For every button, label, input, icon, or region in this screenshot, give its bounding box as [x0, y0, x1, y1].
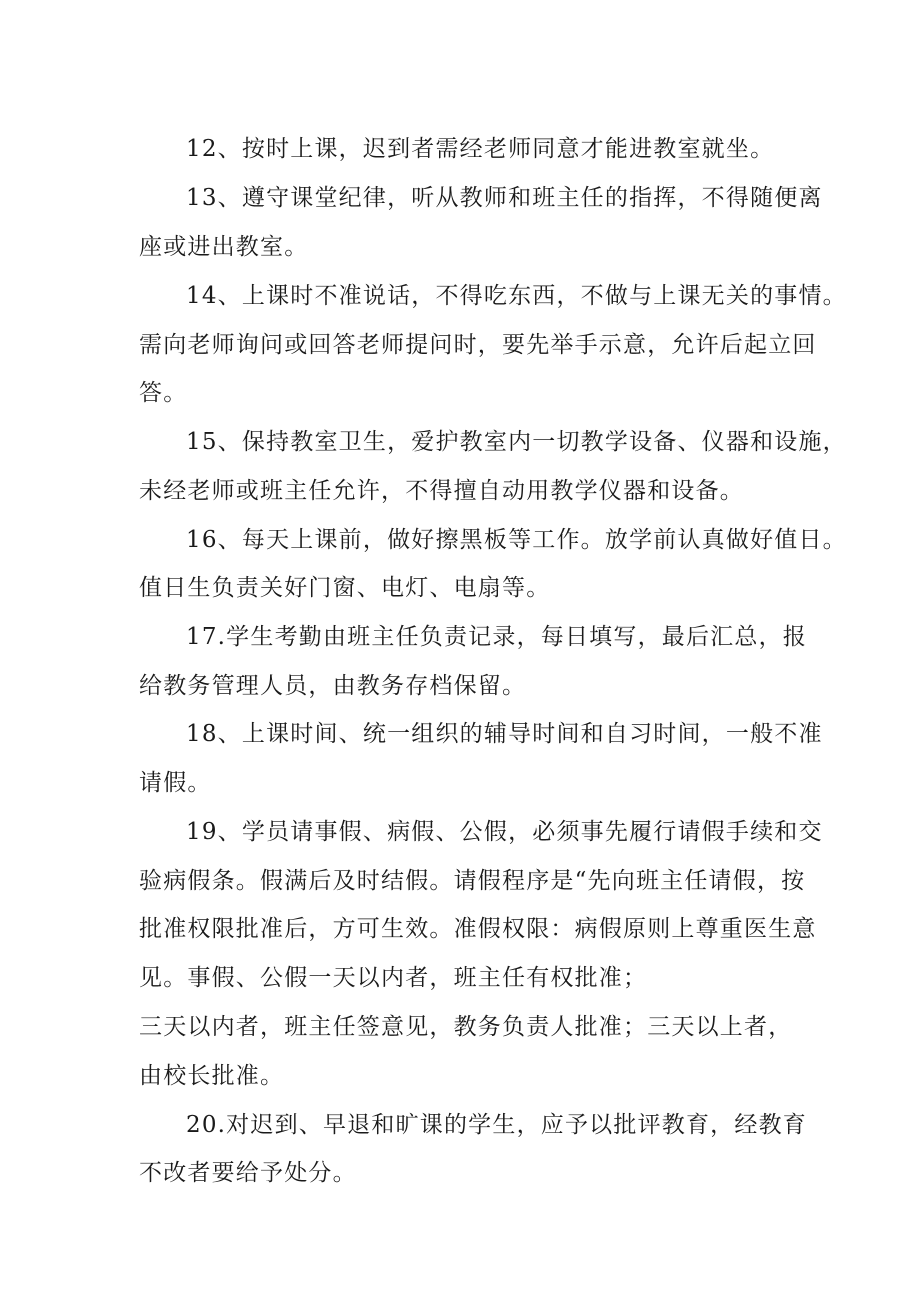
text-line-14: 请假。 [139, 770, 212, 796]
text-line-10: 值日生负责关好门窗、电灯、电扇等。 [139, 575, 551, 601]
text-line-20: 由校长批准。 [139, 1063, 285, 1089]
text-line-7: 15、保持教室卫生，爱护教室内一切教学设备、仪器和设施， [186, 429, 847, 455]
text-line-11: 17.学生考勤由班主任负责记录，每日填写，最后汇总，报 [186, 624, 807, 650]
text-line-15: 19、学员请事假、病假、公假，必须事先履行请假手续和交 [186, 819, 823, 845]
text-line-6: 答。 [139, 380, 188, 406]
text-line-22: 不改者要给予处分。 [139, 1160, 357, 1186]
text-line-5: 需向老师询问或回答老师提问时，要先举手示意，允许后起立回 [139, 332, 817, 358]
text-line-1: 12、按时上课，迟到者需经老师同意才能进教室就坐。 [186, 136, 775, 162]
text-line-9: 16、每天上课前，做好擦黑板等工作。放学前认真做好值日。 [186, 527, 847, 553]
text-line-12: 给教务管理人员，由教务存档保留。 [139, 673, 527, 699]
text-line-17: 批准权限批准后，方可生效。准假权限：病假原则上尊重医生意 [139, 916, 817, 942]
text-line-13: 18、上课时间、统一组织的辅导时间和自习时间，一般不准 [186, 721, 823, 747]
text-line-19: 三天以内者，班主任签意见，教务负责人批准；三天以上者， [139, 1014, 793, 1040]
text-line-21: 20.对迟到、早退和旷课的学生，应予以批评教育，经教育 [186, 1112, 807, 1138]
text-line-16: 验病假条。假满后及时结假。请假程序是“先向班主任请假，按 [139, 868, 806, 894]
text-line-8: 未经老师或班主任允许，不得擅自动用教学仪器和设备。 [139, 478, 744, 504]
text-line-2: 13、遵守课堂纪律，听从教师和班主任的指挥，不得随便离 [186, 185, 823, 211]
text-line-3: 座或进出教室。 [139, 234, 309, 260]
text-line-18: 见。事假、公假一天以内者，班主任有权批准； [139, 965, 648, 991]
text-line-4: 14、上课时不准说话，不得吃东西，不做与上课无关的事情。 [186, 283, 847, 309]
